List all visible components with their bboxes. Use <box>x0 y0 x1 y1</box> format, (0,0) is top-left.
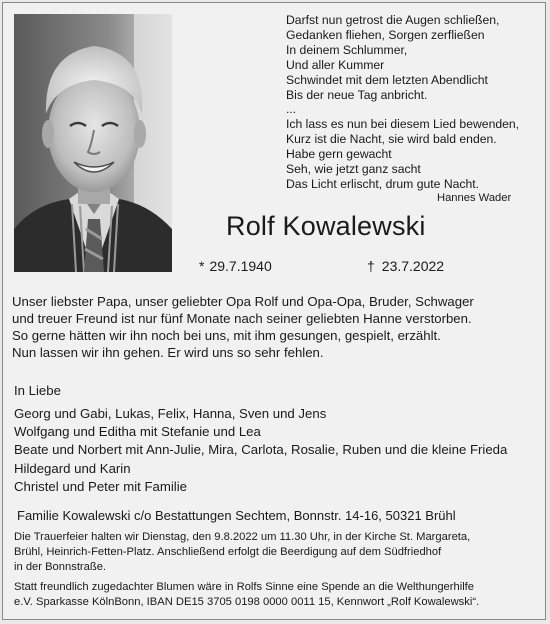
donation-line: e.V. Sparkasse KölnBonn, IBAN DE15 3705 0198 0000 0011 15, Kennwort „Rolf Kowalewski“. <box>14 596 480 609</box>
poem-line: Das Licht erlischt, drum gute Nacht. <box>286 176 480 191</box>
poem-line: Gedanken fliehen, Sorgen zerfließen <box>286 27 485 42</box>
notice-line: Die Trauerfeier halten wir Dienstag, den 9.8.2022 um 11.30 Uhr, in der Kirche St. Margareta, <box>14 531 471 543</box>
poem-line: Habe gern gewacht <box>286 147 392 162</box>
poem-line: ... <box>286 102 297 117</box>
death-date: 23.7.2022 <box>381 258 445 274</box>
message-line: Unser liebster Papa, unser geliebter Opa Rolf und Opa-Opa, Bruder, Schwager <box>12 294 474 309</box>
signer-line: Georg und Gabi, Lukas, Felix, Hanna, Sven und Jens <box>14 406 327 421</box>
deceased-name: Rolf Kowalewski <box>226 211 426 241</box>
family-address: Familie Kowalewski c/o Bestattungen Sechtem, Bonnstr. 14-16, 50321 Brühl <box>17 508 456 523</box>
birth-date: 29.7.1940 <box>209 258 272 274</box>
poem-line: Und aller Kummer <box>286 57 385 72</box>
notice-line: in der Bonnstraße. <box>14 560 107 573</box>
message-line: Nun lassen wir ihn gehen. Er wird uns so sehr fehlen. <box>12 345 324 360</box>
poem-line: Ich lass es nun bei diesem Lied bewenden, <box>286 117 520 132</box>
poem-line: In deinem Schlummer, <box>286 42 408 57</box>
signer-line: Wolfgang und Editha mit Stefanie und Lea <box>14 424 261 440</box>
poem-author: Hannes Wader <box>437 192 512 204</box>
signer-line: Christel und Peter mit Familie <box>14 478 187 494</box>
signer-line: Beate und Norbert mit Ann-Julie, Mira, Carlota, Rosalie, Ruben und die kleine Frieda <box>14 442 508 458</box>
message-line: und treuer Freund ist nur fünf Monate nach seiner geliebten Hanne verstorben. <box>12 311 472 326</box>
portrait-image <box>14 14 172 272</box>
funeral-notice <box>14 530 479 610</box>
poem-line: Bis der neue Tag anbricht. <box>286 87 428 102</box>
poem-line: Seh, wie jetzt ganz sacht <box>286 162 421 177</box>
signer-line: Hildegard und Karin <box>14 460 131 476</box>
donation-line: Statt freundlich zugedachter Blumen wäre in Rolfs Sinne eine Spende an die Welthungerhilfe <box>14 581 475 594</box>
poem-line: Schwindet mit dem letzten Abendlicht <box>286 72 488 87</box>
portrait-photo <box>14 14 172 272</box>
in-liebe-label: In Liebe <box>14 383 61 398</box>
notice-line: Brühl, Heinrich-Fetten-Platz. Anschließend erfolgt die Beerdigung auf dem Südfriedhof <box>14 545 442 558</box>
poem-line: Darfst nun getrost die Augen schließen, <box>286 13 500 27</box>
poem-line: Kurz ist die Nacht, sie wird bald enden. <box>286 132 497 147</box>
signers-list <box>14 405 507 496</box>
death-cross-icon: † <box>367 258 375 274</box>
death-date-block <box>367 258 444 274</box>
mourning-message <box>12 293 474 361</box>
poem <box>286 13 536 192</box>
birth-date-block <box>199 258 272 274</box>
birth-star-icon: * <box>199 258 205 274</box>
message-line: So gerne hätten wir ihn noch bei uns, mit ihm gesungen, gespielt, erzählt. <box>12 328 441 343</box>
